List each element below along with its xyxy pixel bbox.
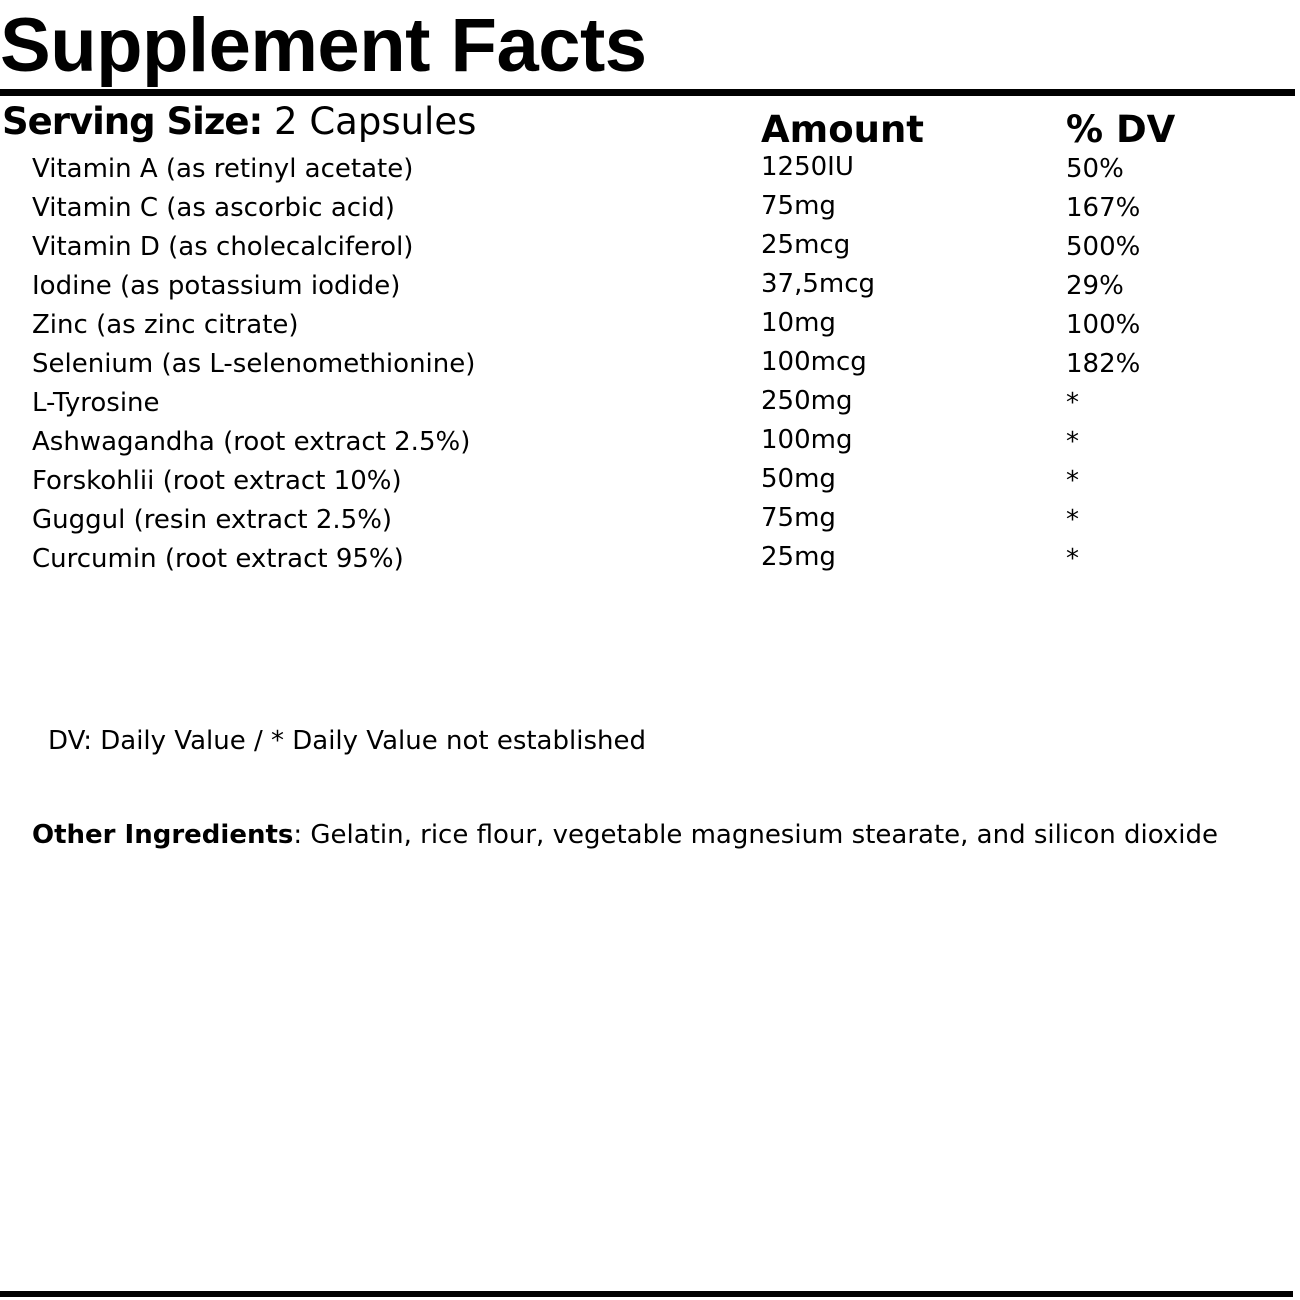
serving-size-label: Serving Size: [2, 100, 263, 143]
nutrient-row [0, 423, 1300, 462]
nutrient-row [0, 228, 1300, 267]
nutrient-amount: 10mg [761, 308, 836, 338]
nutrient-name: Iodine (as potassium iodide) [32, 271, 401, 301]
nutrient-row [0, 306, 1300, 345]
nutrient-amount: 75mg [761, 503, 836, 533]
nutrient-amount: 100mg [761, 425, 853, 455]
nutrient-amount: 75mg [761, 191, 836, 221]
nutrient-dv: * [1066, 427, 1079, 457]
nutrient-name: Curcumin (root extract 95%) [32, 544, 404, 574]
nutrient-dv: * [1066, 544, 1079, 574]
nutrient-dv: 182% [1066, 349, 1141, 379]
nutrient-dv: * [1066, 466, 1079, 496]
nutrient-dv: * [1066, 388, 1079, 418]
other-ingredients-list: : Gelatin, rice flour, vegetable magnesium stearate, and silicon dioxide [293, 820, 1218, 850]
nutrient-name: Ashwagandha (root extract 2.5%) [32, 427, 471, 457]
nutrient-dv: 100% [1066, 310, 1141, 340]
nutrient-row [0, 384, 1300, 423]
nutrient-table [0, 150, 1300, 579]
nutrient-row [0, 540, 1300, 579]
nutrient-amount: 50mg [761, 464, 836, 494]
nutrient-row [0, 501, 1300, 540]
nutrient-name: Vitamin A (as retinyl acetate) [32, 154, 414, 184]
nutrient-amount: 25mcg [761, 230, 851, 260]
nutrient-row [0, 345, 1300, 384]
nutrient-amount: 25mg [761, 542, 836, 572]
serving-size-value: 2 Capsules [262, 100, 477, 143]
top-divider [0, 89, 1295, 96]
nutrient-dv: 50% [1066, 154, 1124, 184]
nutrient-dv: 29% [1066, 271, 1124, 301]
nutrient-amount: 37,5mcg [761, 269, 876, 299]
nutrient-row [0, 267, 1300, 306]
dv-footnote: DV: Daily Value / * Daily Value not established [48, 726, 646, 756]
other-ingredients-label: Other Ingredients [32, 820, 294, 850]
nutrient-name: Selenium (as L-selenomethionine) [32, 349, 476, 379]
nutrient-name: Vitamin C (as ascorbic acid) [32, 193, 395, 223]
nutrient-amount: 250mg [761, 386, 853, 416]
nutrient-dv: 500% [1066, 232, 1141, 262]
nutrient-row [0, 462, 1300, 501]
nutrient-name: Guggul (resin extract 2.5%) [32, 505, 393, 535]
nutrient-name: L-Tyrosine [32, 388, 160, 418]
nutrient-dv: 167% [1066, 193, 1141, 223]
other-ingredients [32, 816, 1218, 854]
nutrient-name: Zinc (as zinc citrate) [32, 310, 299, 340]
label-title: Supplement Facts [0, 3, 647, 88]
nutrient-name: Vitamin D (as cholecalciferol) [32, 232, 414, 262]
nutrient-amount: 100mcg [761, 347, 867, 377]
serving-size [2, 100, 476, 144]
nutrient-name: Forskohlii (root extract 10%) [32, 466, 402, 496]
nutrient-dv: * [1066, 505, 1079, 535]
nutrient-row [0, 150, 1300, 189]
dv-column-header: % DV [1066, 108, 1176, 151]
bottom-divider [0, 1291, 1293, 1297]
amount-column-header: Amount [761, 108, 924, 151]
nutrient-amount: 1250IU [761, 152, 854, 182]
nutrient-row [0, 189, 1300, 228]
